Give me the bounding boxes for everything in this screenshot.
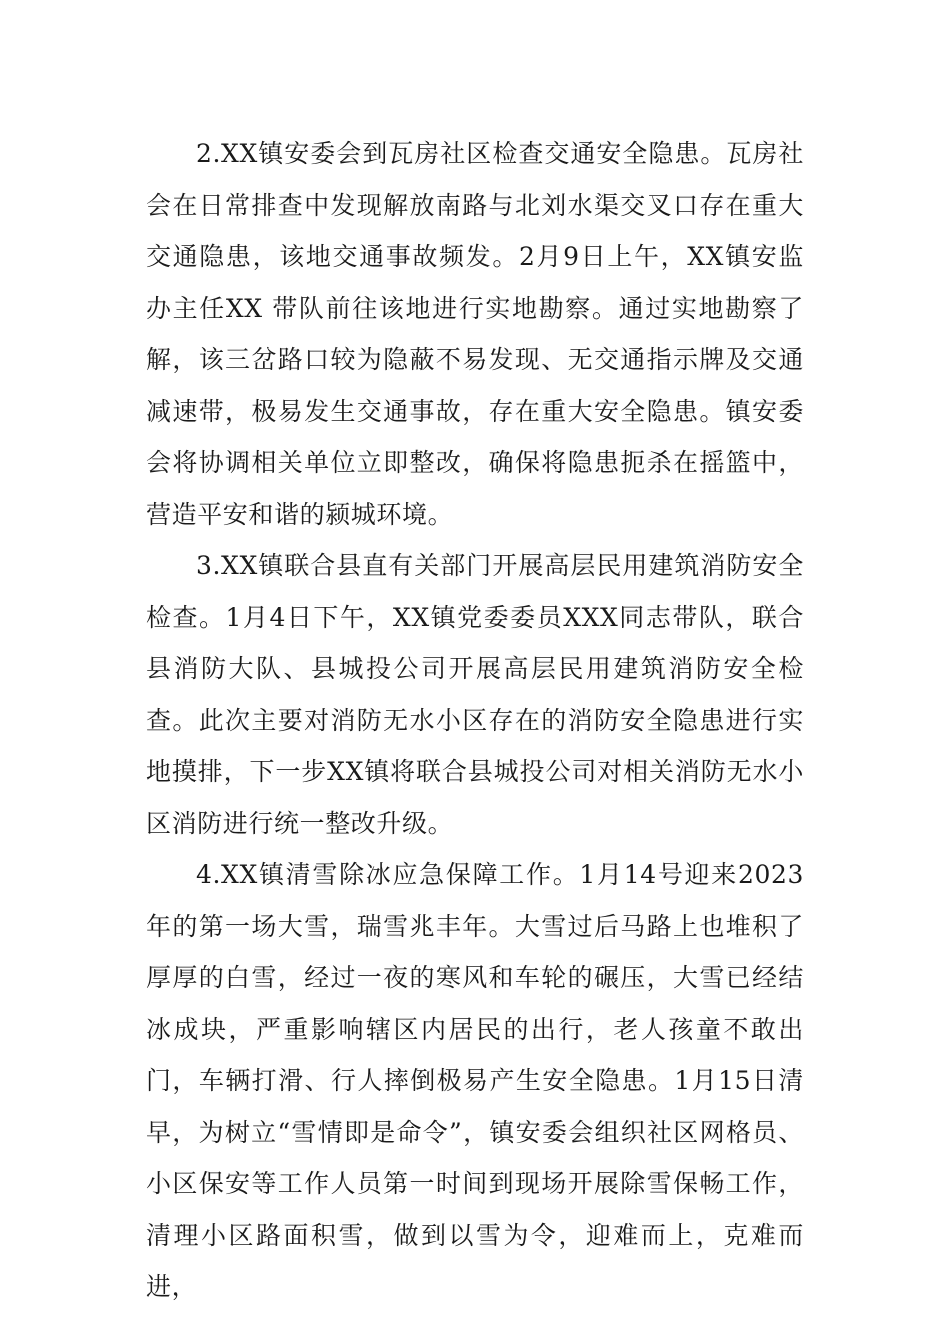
- paragraph-fire-safety-inspection: 3.XX镇联合县直有关部门开展高层民用建筑消防安全检查。1月4日下午，XX镇党委委员XXX同志带队，联合县消防大队、县城投公司开展高层民用建筑消防安全检查。此次主要对消防无水小区存在的消防安全隐患进行实地摸排，下一步XX镇将联合县城投公司对相关消防无水小区消防进行统一整改升级。: [146, 551, 804, 838]
- paragraph-snow-removal-work: 4.XX镇清雪除冰应急保障工作。1月14号迎来2023年的第一场大雪，瑞雪兆丰年。大雪过后马路上也堆积了厚厚的白雪，经过一夜的寒风和车轮的碾压，大雪已经结冰成块，严重影响辖区内居民的出行，老人孩童不敢出门，车辆打滑、行人摔倒极易产生安全隐患。1月15日清早，为树立“雪情即是命令”，镇安委会组织社区网格员、小区保安等工作人员第一时间到现场开展除雪保畅工作，清理小区路面积雪，做到以雪为令，迎难而上，克难而进，: [146, 860, 804, 1301]
- paragraph-traffic-hazard-inspection: 2.XX镇安委会到瓦房社区检查交通安全隐患。瓦房社会在日常排查中发现解放南路与北刘水渠交叉口存在重大交通隐患，该地交通事故频发。2月9日上午，XX镇安监办主任XX 带队前往该地进行实地勘察。通过实地勘察了解，该三岔路口较为隐蔽不易发现、无交通指示牌及交通减速带，极易发生交通事故，存在重大安全隐患。镇安委会将协调相关单位立即整改，确保将隐患扼杀在摇篮中，营造平安和谐的颍城环境。: [146, 139, 804, 529]
- document-body: [146, 128, 804, 1313]
